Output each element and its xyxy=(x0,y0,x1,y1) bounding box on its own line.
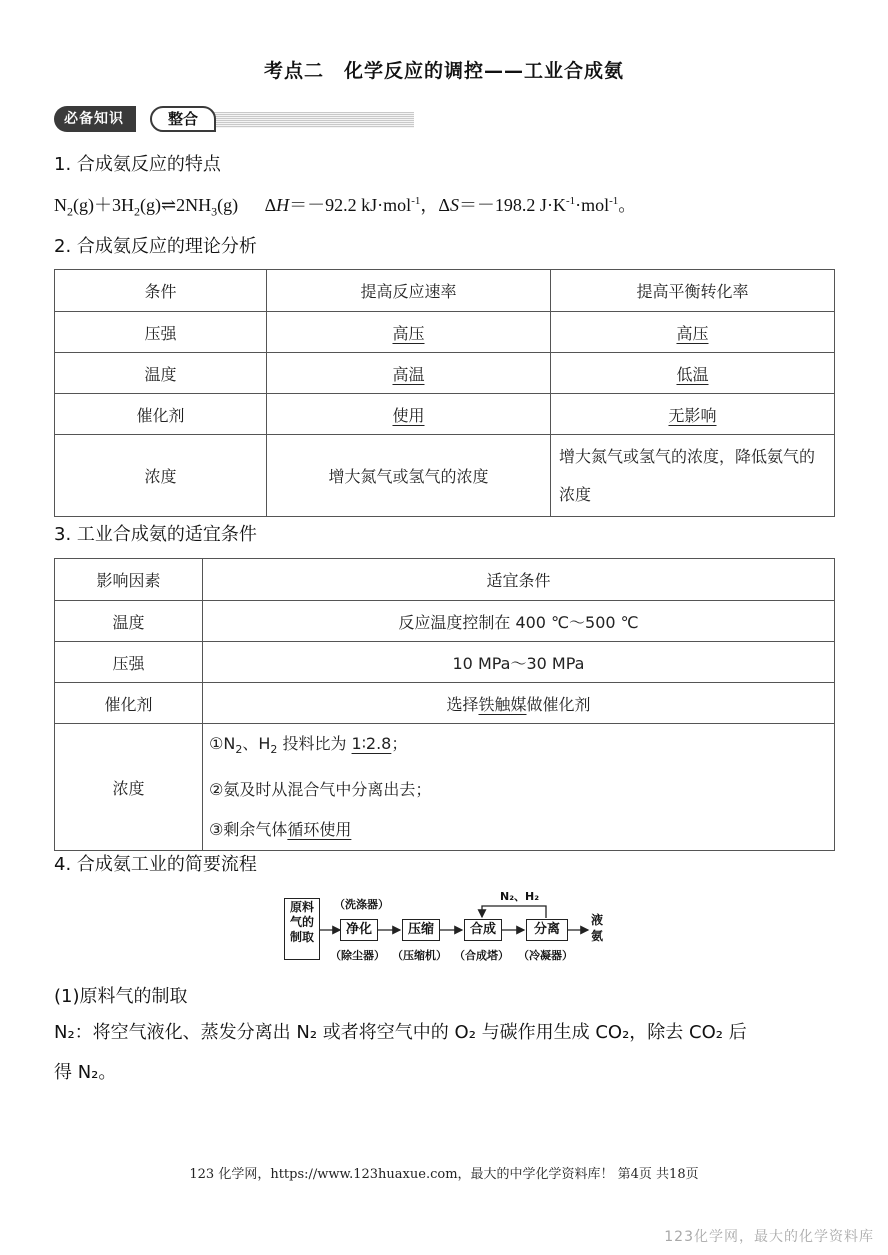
section2-heading: 2. 合成氨反应的理论分析 xyxy=(54,236,257,257)
section3-heading: 3. 工业合成氨的适宜条件 xyxy=(54,524,257,545)
factor-cell: 浓度 xyxy=(55,724,203,851)
equilibrium-cell: 高压 xyxy=(551,312,835,353)
separate-bottom-label: （冷凝器） xyxy=(518,949,573,962)
badge-right-label: 整合 xyxy=(150,106,216,132)
condition-cell: 浓度 xyxy=(55,435,267,517)
rate-cell: 使用 xyxy=(267,394,551,435)
condition-value: 10 MPa～30 MPa xyxy=(203,642,835,683)
condition-cell: 温度 xyxy=(55,353,267,394)
section4-heading: 4. 合成氨工业的简要流程 xyxy=(54,854,257,875)
condition-cell: 催化剂 xyxy=(55,394,267,435)
compress-bottom-label: （压缩机） xyxy=(392,949,447,962)
table-row xyxy=(55,683,835,724)
header-cell: 影响因素 xyxy=(55,559,203,601)
product-label: 液氨 xyxy=(591,913,604,943)
recycle-label: N₂、H₂ xyxy=(500,890,540,903)
table-row xyxy=(55,642,835,683)
header-cell: 提高平衡转化率 xyxy=(551,270,835,312)
factor-cell: 温度 xyxy=(55,601,203,642)
table-row xyxy=(55,724,835,851)
raw-gas-box: 原料气的制取 xyxy=(284,898,320,960)
rate-cell: 高温 xyxy=(267,353,551,394)
header-cell: 适宜条件 xyxy=(203,559,835,601)
table-row xyxy=(55,312,835,353)
header-cell: 提高反应速率 xyxy=(267,270,551,312)
page-footer: 123 化学网，https://www.123huaxue.com，最大的中学化学资料库！ 第4页 共18页 xyxy=(189,1167,699,1182)
section-badge xyxy=(54,106,414,132)
purify-box: 净化 xyxy=(340,919,378,941)
separate-box: 分离 xyxy=(526,919,568,941)
subsection-heading: (1)原料气的制取 xyxy=(54,986,188,1007)
factor-cell: 压强 xyxy=(55,642,203,683)
reaction-equation: $N_2(g)+3H_2(g)\rightleftharpoons 2NH_3(g)$ ΔH＝－92.2 kJ·mol$^{-1}$，ΔS＝－198.2 $J\cdot K^{-1}\cdot mol^{-1}$。 xyxy=(54,195,637,219)
equilibrium-cell: 低温 xyxy=(551,353,835,394)
table-row xyxy=(55,394,835,435)
table-row xyxy=(55,353,835,394)
condition-value: 选择铁触媒做催化剂 xyxy=(203,683,835,724)
synthesis-bottom-label: （合成塔） xyxy=(454,949,509,962)
section1-heading: 1. 合成氨反应的特点 xyxy=(54,154,221,175)
purify-top-label: （洗涤器） xyxy=(334,898,389,911)
equilibrium-cell: 无影响 xyxy=(551,394,835,435)
concentration-line-3: ③剩余气体循环使用 xyxy=(209,820,352,840)
header-cell: 条件 xyxy=(55,270,267,312)
purify-bottom-label: （除尘器） xyxy=(330,949,385,962)
equilibrium-cell: 增大氮气或氢气的浓度，降低氨气的浓度 xyxy=(551,435,835,517)
compress-box: 压缩 xyxy=(402,919,440,941)
watermark: 123化学网，最大的化学资料库 xyxy=(664,1229,874,1245)
conditions-table xyxy=(54,558,835,851)
condition-value: 反应温度控制在 400 ℃～500 ℃ xyxy=(203,601,835,642)
concentration-line-2: ②氨及时从混合气中分离出去； xyxy=(209,780,432,800)
rate-cell: 高压 xyxy=(267,312,551,353)
table-row xyxy=(55,601,835,642)
badge-stripe xyxy=(194,112,414,128)
page-title: 考点二 化学反应的调控——工业合成氨 xyxy=(263,60,624,82)
table-row xyxy=(55,435,835,517)
condition-value xyxy=(203,724,835,851)
paragraph-line-2: 得 N₂。 xyxy=(54,1062,117,1083)
theory-table xyxy=(54,269,835,517)
paragraph-line-1: N₂：将空气液化、蒸发分离出 N₂ 或者将空气中的 O₂ 与碳作用生成 CO₂，除去 CO₂ 后 xyxy=(54,1022,747,1043)
table-row xyxy=(55,559,835,601)
rate-cell: 增大氮气或氢气的浓度 xyxy=(267,435,551,517)
badge-left-label: 必备知识 xyxy=(54,106,136,132)
synthesis-box: 合成 xyxy=(464,919,502,941)
condition-cell: 压强 xyxy=(55,312,267,353)
concentration-line-1: $①N_2$、$H_2$ 投料比为 1∶2.8； xyxy=(209,734,408,757)
process-flow-diagram xyxy=(282,884,612,968)
table-row xyxy=(55,270,835,312)
factor-cell: 催化剂 xyxy=(55,683,203,724)
